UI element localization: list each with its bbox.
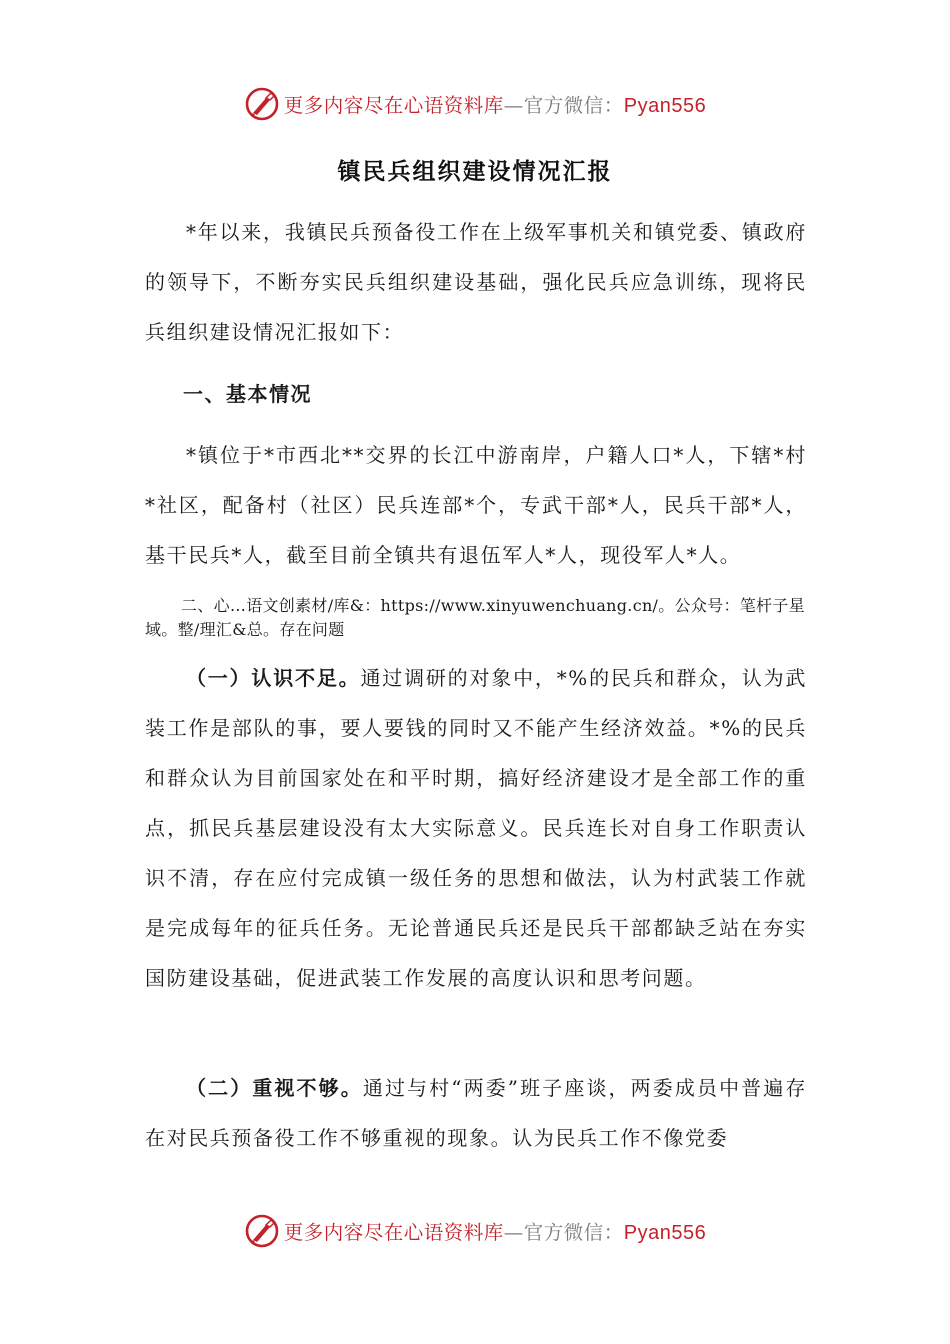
banner-handle: Pyan556 xyxy=(623,1222,707,1244)
pen-logo-icon xyxy=(244,86,280,122)
banner-text xyxy=(284,90,707,118)
banner-red-text: 更多内容尽在心语资料库 xyxy=(283,1221,504,1244)
banner-gray-text: 官方微信： xyxy=(523,1221,624,1244)
banner-gray-text: 官方微信： xyxy=(523,94,624,117)
item1-block xyxy=(145,653,807,1003)
footer-banner xyxy=(0,1211,950,1251)
document-title: 镇民兵组织建设情况汇报 xyxy=(337,159,613,185)
item1-lead: （一）认识不足。 xyxy=(186,666,361,690)
intro-block xyxy=(145,207,807,357)
section1-body-block xyxy=(145,430,807,580)
item2-lead: （二）重视不够。 xyxy=(186,1076,363,1100)
section2-heading-block xyxy=(145,594,807,642)
item1-paragraph xyxy=(145,653,807,1003)
banner-dash: — xyxy=(503,94,524,117)
banner-red-text: 更多内容尽在心语资料库 xyxy=(283,94,504,117)
section1-heading: 一、基本情况 xyxy=(183,382,312,406)
banner-text xyxy=(284,1217,707,1245)
banner-dash: — xyxy=(503,1221,524,1244)
banner-handle: Pyan556 xyxy=(623,95,707,117)
section2-heading: 二、心…语文创素材/库&：https://www.xinyuwenchuang.cn/。公众号：笔杆子星域。整/理汇&总。存在问题 xyxy=(145,596,805,639)
pen-logo-icon xyxy=(244,1213,280,1249)
item2-body: 通过与村“两委”班子座谈，两委成员中普遍存在对民兵预备役工作不够重视的现象。认为民兵工作不像党委 xyxy=(145,1076,807,1150)
item1-body: 通过调研的对象中，*%的民兵和群众，认为武装工作是部队的事，要人要钱的同时又不能产生经济效益。*%的民兵和群众认为目前国家处在和平时期，搞好经济建设才是全部工作的重点，抓民兵基层建设没有太大实际意义。民兵连长对自身工作职责认识不清，存在应付完成镇一级任务的思想和做法，认为村武装工作就是完成每年的征兵任务。无论普通民兵还是民兵干部都缺乏站在夯实国防建设基础，促进武装工作发展的高度认识和思考问题。 xyxy=(145,666,807,990)
item2-paragraph xyxy=(145,1063,807,1163)
item2-block xyxy=(145,1063,807,1163)
intro-paragraph: *年以来，我镇民兵预备役工作在上级军事机关和镇党委、镇政府的领导下，不断夯实民兵组织建设基础，强化民兵应急训练，现将民兵组织建设情况汇报如下： xyxy=(145,220,807,344)
header-banner xyxy=(0,84,950,124)
section1-heading-block xyxy=(145,369,807,419)
section1-paragraph: *镇位于*市西北**交界的长江中游南岸，户籍人口*人，下辖*村*社区，配备村（社区）民兵连部*个，专武干部*人，民兵干部*人，基干民兵*人，截至目前全镇共有退伍军人*人，现役军人*人。 xyxy=(145,443,807,567)
